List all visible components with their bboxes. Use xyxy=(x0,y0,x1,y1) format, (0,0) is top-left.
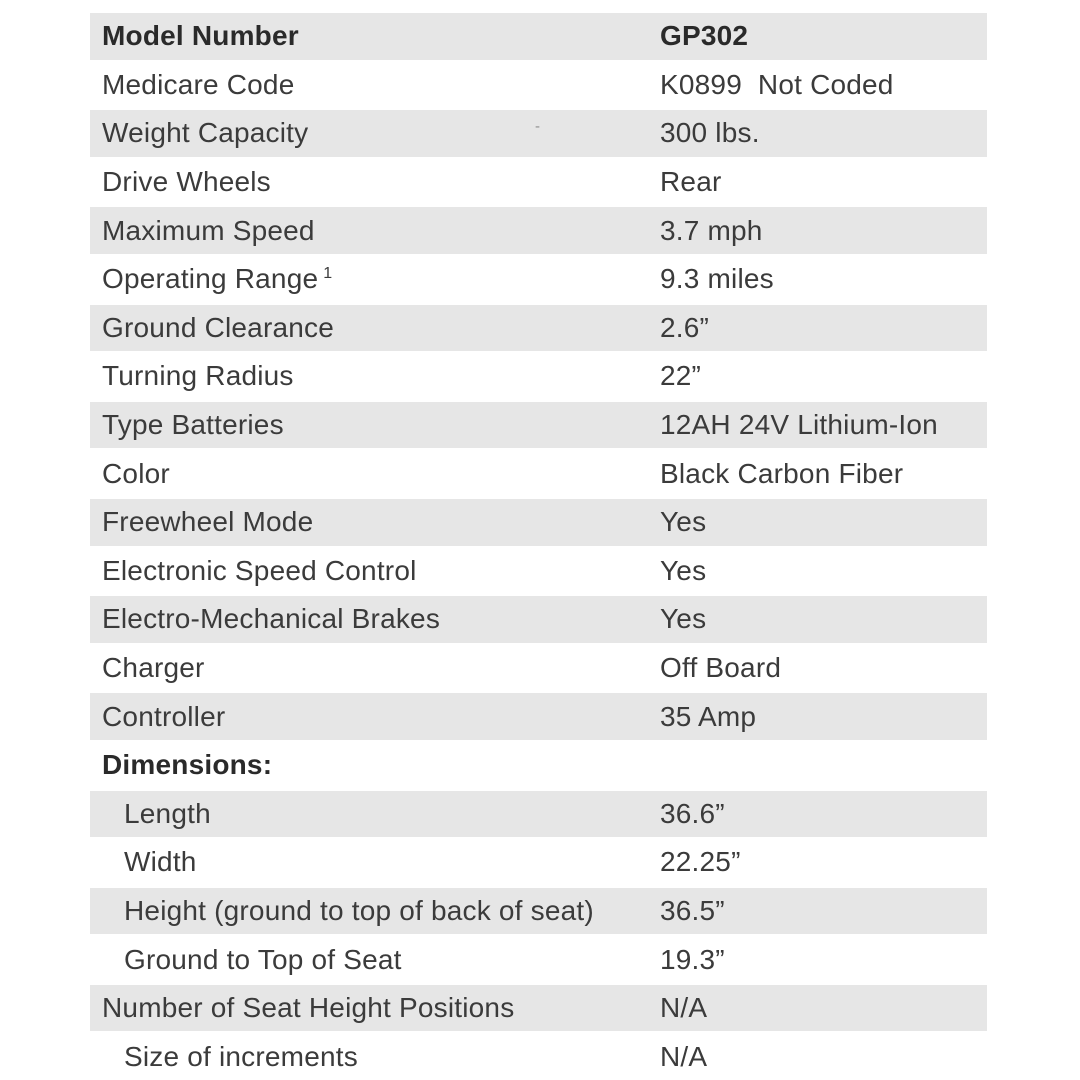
spec-value: N/A xyxy=(660,1040,708,1072)
spec-value: K0899 Not Coded xyxy=(660,68,894,100)
spec-label: Ground to Top of Seat xyxy=(124,943,402,975)
spec-value: Rear xyxy=(660,166,722,198)
table-row xyxy=(90,547,987,596)
table-row xyxy=(90,206,987,255)
spec-label: Width xyxy=(124,846,197,878)
spec-value: 2.6” xyxy=(660,311,710,343)
spec-label: Electronic Speed Control xyxy=(102,554,417,586)
spec-value: 22.25” xyxy=(660,846,741,878)
spec-label: Type Batteries xyxy=(102,409,284,441)
table-row xyxy=(90,692,987,741)
spec-label: Electro-Mechanical Brakes xyxy=(102,603,441,635)
table-row xyxy=(90,984,987,1033)
table-row xyxy=(90,498,987,547)
spec-label: Maximum Speed xyxy=(102,214,315,246)
spec-label: Freewheel Mode xyxy=(102,506,314,538)
spec-value: GP302 xyxy=(660,20,749,52)
stray-mark: - xyxy=(535,118,540,135)
table-row xyxy=(90,255,987,304)
spec-value: Yes xyxy=(660,554,707,586)
spec-label: Controller xyxy=(102,700,226,732)
spec-value: 3.7 mph xyxy=(660,214,763,246)
spec-value: 300 lbs. xyxy=(660,117,760,149)
spec-value: 9.3 miles xyxy=(660,263,774,295)
table-row xyxy=(90,595,987,644)
table-row xyxy=(90,887,987,936)
table-row xyxy=(90,790,987,839)
table-row xyxy=(90,12,987,61)
spec-label: Color xyxy=(102,457,170,489)
spec-value: Off Board xyxy=(660,652,782,684)
table-row xyxy=(90,304,987,353)
spec-label: Drive Wheels xyxy=(102,166,271,198)
spec-label: Length xyxy=(124,797,211,829)
spec-label: Turning Radius xyxy=(102,360,294,392)
table-row xyxy=(90,352,987,401)
spec-label: Ground Clearance xyxy=(102,311,334,343)
table-row xyxy=(90,401,987,450)
spec-label: Number of Seat Height Positions xyxy=(102,992,515,1024)
spec-value: 12AH 24V Lithium-Ion xyxy=(660,409,938,441)
spec-value: 22” xyxy=(660,360,702,392)
spec-value: Black Carbon Fiber xyxy=(660,457,904,489)
spec-label: Operating Range $^1$ xyxy=(102,263,333,295)
table-row xyxy=(90,644,987,693)
spec-value: 36.6” xyxy=(660,797,725,829)
spec-value: Yes xyxy=(660,603,707,635)
spec-label: Size of increments xyxy=(124,1040,358,1072)
spec-label: Weight Capacity xyxy=(102,117,309,149)
spec-label: Model Number xyxy=(102,20,299,52)
table-row xyxy=(90,741,987,790)
table-row xyxy=(90,1032,987,1080)
spec-label: Charger xyxy=(102,652,205,684)
spec-value: 35 Amp xyxy=(660,700,757,732)
label-superscript: 1 xyxy=(323,264,333,282)
spec-value: Yes xyxy=(660,506,707,538)
table-row xyxy=(90,838,987,887)
spec-value: N/A xyxy=(660,992,708,1024)
table-row xyxy=(90,449,987,498)
table-row xyxy=(90,935,987,984)
spec-value: 19.3” xyxy=(660,943,725,975)
spec-label: Medicare Code xyxy=(102,68,295,100)
spec-label: Height (ground to top of back of seat) xyxy=(124,894,594,926)
table-row xyxy=(90,158,987,207)
table-row xyxy=(90,61,987,110)
spec-label: Dimensions: xyxy=(102,749,273,781)
spec-table xyxy=(90,12,987,1080)
spec-value: 36.5” xyxy=(660,894,725,926)
